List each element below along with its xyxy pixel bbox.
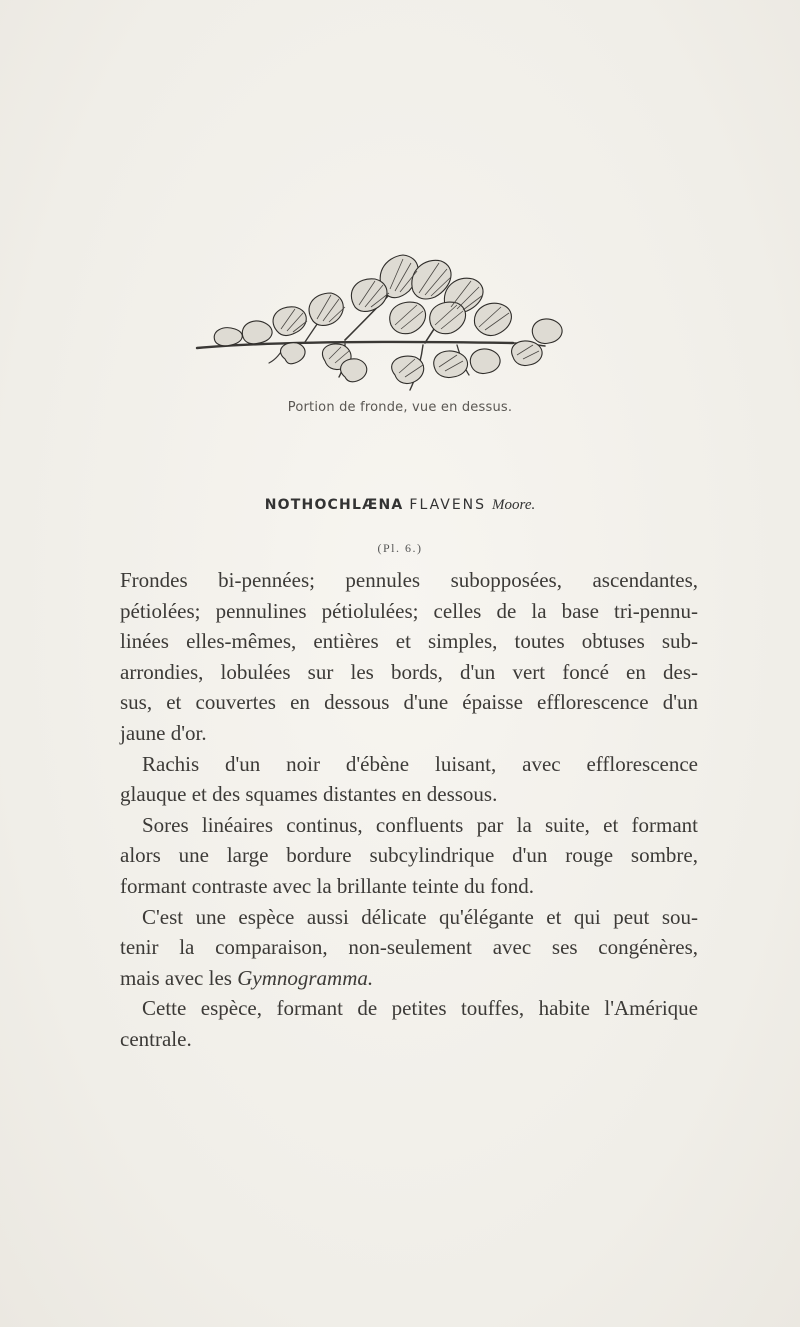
description-text [120, 565, 698, 1055]
text-line: formant contraste avec la brillante teinte du fond. [120, 873, 535, 898]
plate-reference: (Pl. 6.) [377, 541, 423, 555]
text-line: Rachis d'un noir d'ébène luisant, avec efflorescence [142, 751, 698, 776]
author-name: Moore. [492, 497, 536, 513]
text-line: C'est une espèce aussi délicate qu'élégante et qui peut sou- [142, 904, 698, 929]
figure-caption: Portion de fronde, vue en dessus. [287, 400, 513, 415]
text-line: pétiolées; pennulines pétiolulées; celles de la base tri-pennu- [120, 598, 698, 623]
text-line: linées elles-mêmes, entières et simples, toutes obtuses sub- [120, 629, 698, 654]
fern-frond-icon [195, 245, 595, 395]
text-line: arrondies, lobulées sur les bords, d'un vert foncé en des- [120, 659, 698, 684]
genus-reference: Gymnogramma. [237, 965, 374, 990]
text-line: centrale. [120, 1026, 192, 1051]
text-line: glauque et des squames distantes en dessous. [120, 782, 498, 807]
text-line: alors une large bordure subcylindrique d'un rouge sombre, [120, 843, 698, 868]
frond-illustration [195, 245, 595, 395]
species-name: FLAVENS [409, 497, 487, 513]
species-title [0, 497, 800, 514]
text-span: mais avec les [120, 965, 238, 990]
genus-name: NOTHOCHLÆNA [264, 497, 404, 513]
text-line: Cette espèce, formant de petites touffes, habite l'Amérique [142, 996, 698, 1021]
text-line: jaune d'or. [120, 720, 207, 745]
text-line: Frondes bi-pennées; pennules subopposées, ascendantes, [120, 568, 698, 592]
text-line: Sores linéaires continus, confluents par la suite, et formant [142, 812, 698, 837]
text-line: tenir la comparaison, non-seulement avec ses congénères, [120, 935, 698, 960]
text-line [120, 963, 698, 994]
text-line: sus, et couvertes en dessous d'une épaisse efflorescence d'un [120, 690, 698, 715]
